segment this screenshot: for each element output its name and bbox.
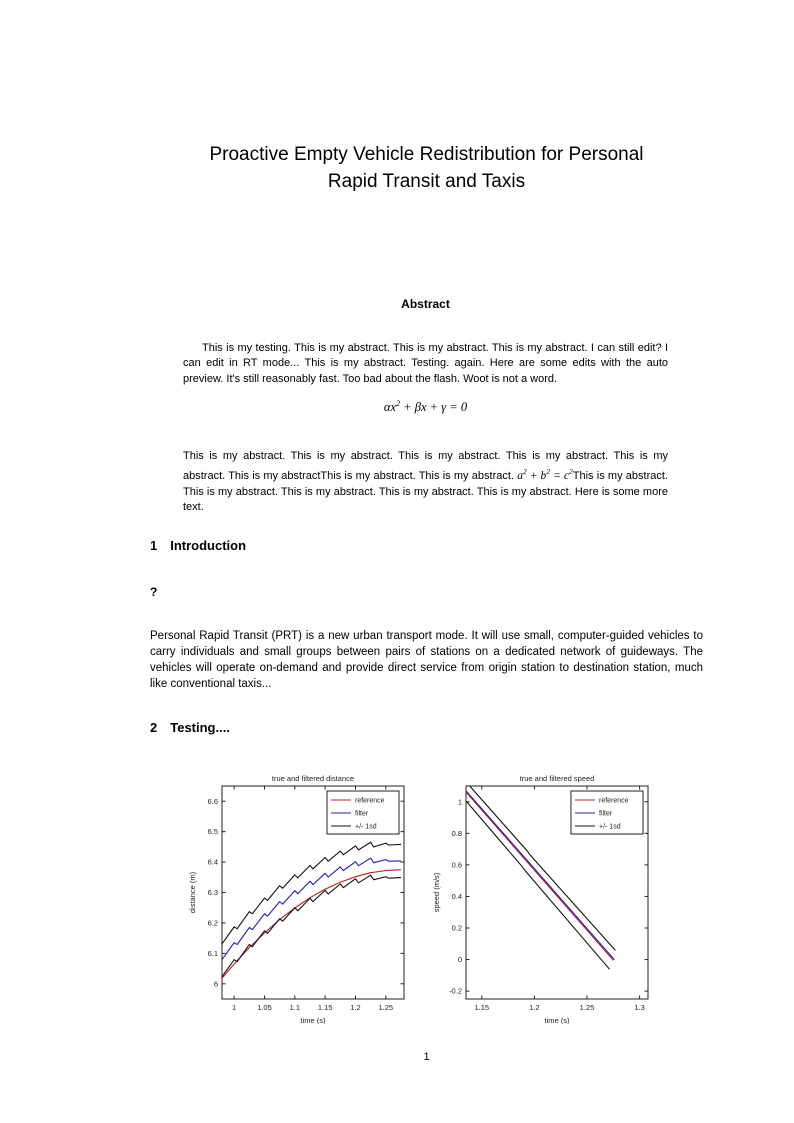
svg-text:-0.2: -0.2 xyxy=(449,986,462,996)
svg-text:1.1: 1.1 xyxy=(289,1003,301,1012)
paper-title-line2: Rapid Transit and Taxis xyxy=(327,171,526,192)
svg-text:6.6: 6.6 xyxy=(207,796,218,806)
svg-text:6.3: 6.3 xyxy=(207,888,218,898)
page-number: 1 xyxy=(423,1051,430,1063)
chart-distance xyxy=(182,772,428,1024)
section-number: 2 xyxy=(150,720,158,735)
svg-text:1.2: 1.2 xyxy=(529,1003,540,1012)
svg-text:true and filtered distance: true and filtered distance xyxy=(271,774,355,783)
abstract-paragraph-2-text-after: This is my abstract. This is my abstract. This is my abstract. This is my abstract. This is my abstract. Here is some more text. xyxy=(183,470,668,514)
svg-text:6: 6 xyxy=(213,979,218,989)
svg-text:6.4: 6.4 xyxy=(207,857,218,867)
svg-text:speed (m/s): speed (m/s) xyxy=(432,872,441,913)
svg-text:6.5: 6.5 xyxy=(207,827,218,837)
abstract-heading: Abstract xyxy=(401,297,450,311)
svg-text:distance (m): distance (m) xyxy=(188,871,197,914)
display-equation: $\alpha x^2 + \beta x + \gamma = 0$ xyxy=(383,399,468,415)
inline-equation: $a^2 + b^2 = c^2$ xyxy=(517,467,573,483)
svg-text:filter: filter xyxy=(355,810,369,818)
svg-text:+/- 1sd: +/- 1sd xyxy=(355,823,377,831)
svg-text:1.25: 1.25 xyxy=(378,1003,394,1012)
svg-text:1: 1 xyxy=(457,797,462,807)
svg-text:reference: reference xyxy=(355,797,385,805)
svg-text:1: 1 xyxy=(232,1003,237,1012)
abstract-paragraph-2 xyxy=(183,449,668,515)
svg-text:reference: reference xyxy=(599,797,629,805)
svg-text:true and filtered speed: true and filtered speed xyxy=(519,774,595,783)
section-number: 1 xyxy=(150,538,158,553)
svg-text:1.05: 1.05 xyxy=(257,1003,272,1012)
svg-text:filter: filter xyxy=(599,810,613,818)
svg-text:0.6: 0.6 xyxy=(451,860,462,870)
svg-text:0: 0 xyxy=(457,955,462,965)
abstract-paragraph-2-text: This is my abstract. This is my abstract. This is my abstract. This is my abstract. This is my abstract. This is my abstractThis is my abstract. This is my abstract. xyxy=(183,450,668,483)
svg-text:1.2: 1.2 xyxy=(350,1003,361,1012)
svg-text:0.2: 0.2 xyxy=(451,923,462,933)
section-heading-testing xyxy=(150,720,230,735)
section-heading-introduction xyxy=(150,538,246,553)
svg-text:1.3: 1.3 xyxy=(634,1003,645,1012)
svg-text:1.15: 1.15 xyxy=(317,1003,333,1012)
chart-speed xyxy=(426,772,672,1024)
svg-text:1.25: 1.25 xyxy=(579,1003,595,1012)
section-title: Introduction xyxy=(170,538,247,553)
svg-text:0.8: 0.8 xyxy=(451,828,462,838)
svg-text:6.2: 6.2 xyxy=(207,918,218,928)
abstract-paragraph-1: This is my testing. This is my abstract. This is my abstract. This is my abstract. I can still edit? I can edit in RT mode... This is my abstract. Testing. again. Here are some edits with the auto preview. It's still reasonably fast. Too bad about the flash. Woot is not a word. xyxy=(183,342,668,385)
introduction-paragraph: Personal Rapid Transit (PRT) is a new urban transport mode. It will use small, computer-guided vehicles to carry individuals and small groups between pairs of stations on a dedicated network of guideways. The vehicles will operate on-demand and provide direct service from origin station to destination station, much like conventional taxis... xyxy=(150,629,703,690)
svg-text:time (s): time (s) xyxy=(300,1016,326,1024)
svg-text:1.15: 1.15 xyxy=(474,1003,490,1012)
svg-text:+/- 1sd: +/- 1sd xyxy=(599,823,621,831)
question-mark-paragraph: ? xyxy=(150,585,158,599)
svg-text:6.1: 6.1 xyxy=(207,948,218,958)
svg-text:time (s): time (s) xyxy=(544,1016,570,1024)
svg-text:0.4: 0.4 xyxy=(451,892,462,902)
paper-title xyxy=(120,141,733,195)
section-title: Testing.... xyxy=(170,720,230,735)
paper-title-line1: Proactive Empty Vehicle Redistribution for Personal xyxy=(209,144,644,165)
